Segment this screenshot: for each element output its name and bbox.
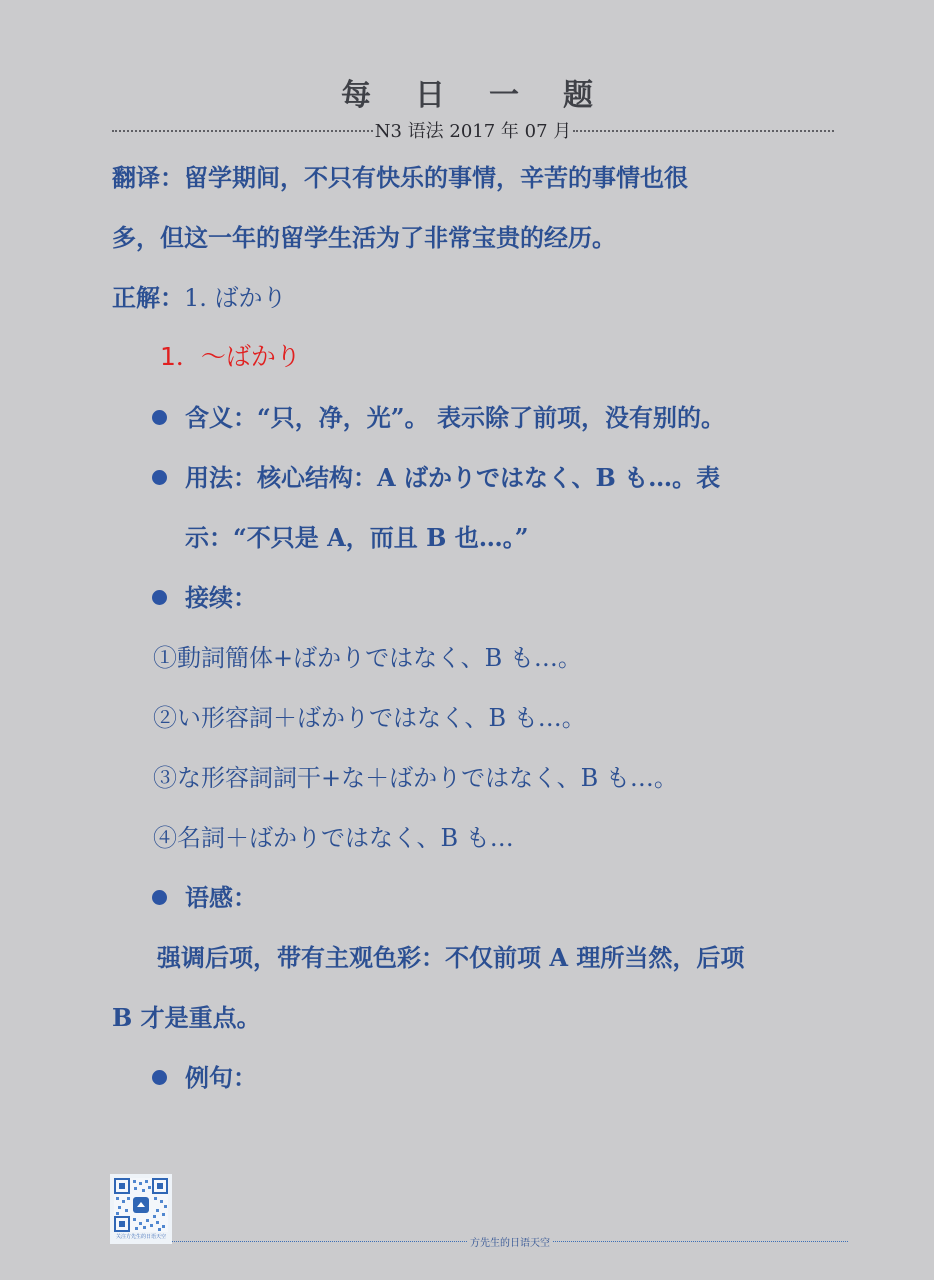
connection-item: ③な形容詞詞干+な＋ばかりではなく、B も…。 <box>153 764 678 792</box>
usage-line-2: 示：“不只是 A，而且 B 也…。” <box>185 523 529 552</box>
answer-line <box>112 282 287 314</box>
connection-label: 接续： <box>185 583 257 612</box>
connection-item: ②い形容詞＋ばかりではなく、B も…。 <box>153 704 586 732</box>
bullet-icon <box>152 1070 167 1085</box>
nuance-line-2: B 才是重点。 <box>112 1003 261 1032</box>
grammar-heading: 1．～ばかり <box>160 342 301 371</box>
bullet-icon <box>152 470 167 485</box>
meaning-line: 含义：“只，净，光”。 表示除了前项，没有别的。 <box>185 403 725 432</box>
footer <box>172 1234 848 1248</box>
footer-text: 方先生的日语天空 <box>470 1237 550 1249</box>
answer-value: 1. ばかり <box>184 284 287 312</box>
translation-line-2: 多，但这一年的留学生活为了非常宝贵的经历。 <box>112 223 616 252</box>
subtitle-divider <box>112 117 834 143</box>
dotted-rule-left <box>112 130 373 132</box>
nuance-label: 语感： <box>185 883 257 912</box>
connection-item: ④名詞＋ばかりではなく、B も… <box>153 824 514 852</box>
qr-caption: 关注方先生的日语天空 <box>115 1234 166 1240</box>
nuance-line-1: 强调后项，带有主观色彩：不仅前项 A 理所当然，后项 <box>157 943 745 972</box>
translation-line-1: 翻译：留学期间，不只有快乐的事情，辛苦的事情也很 <box>112 163 688 192</box>
footer-rule-left <box>172 1241 467 1242</box>
bullet-icon <box>152 410 167 425</box>
subtitle: N3 语法 2017 年 07 月 <box>374 121 572 142</box>
bullet-icon <box>152 890 167 905</box>
usage-line-1: 用法：核心结构：A ばかりではなく、B も…。表 <box>185 463 721 492</box>
answer-label: 正解： <box>112 283 184 312</box>
qr-code-icon <box>114 1178 168 1232</box>
footer-rule-right <box>553 1241 848 1242</box>
dotted-rule-right <box>573 130 834 132</box>
examples-label: 例句： <box>185 1063 257 1092</box>
qr-code <box>110 1174 172 1244</box>
connection-item: ①動詞簡体+ばかりではなく、B も…。 <box>153 644 582 672</box>
bullet-icon <box>152 590 167 605</box>
page-title: 每日一题 <box>341 78 637 113</box>
